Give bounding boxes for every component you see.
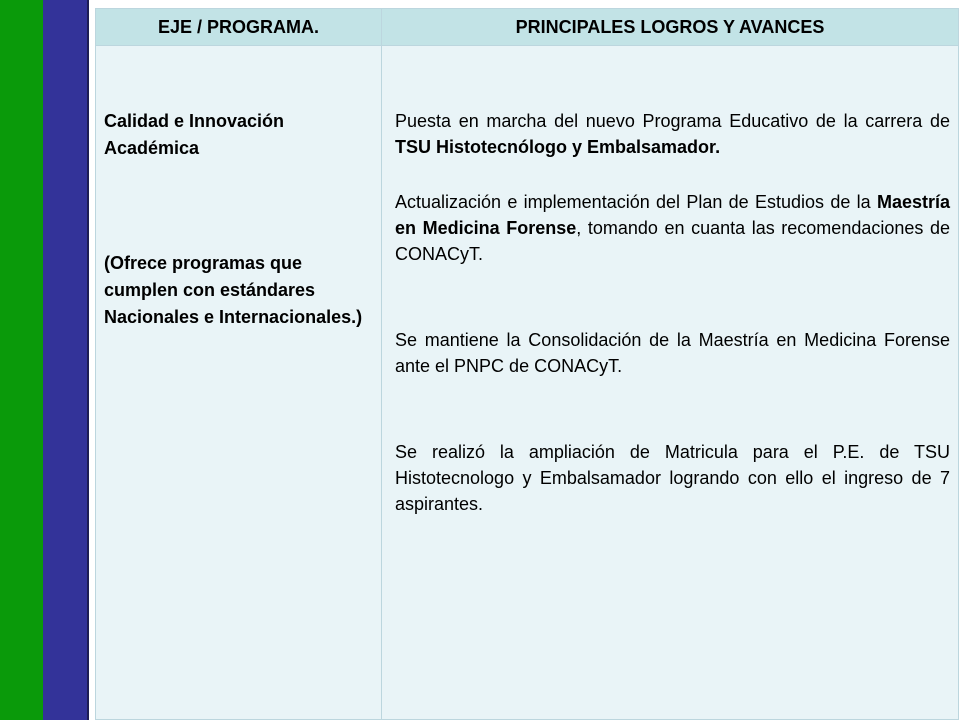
green-side-bar	[0, 0, 43, 720]
table-row	[96, 46, 959, 720]
logro-1-bold: TSU Histotecnólogo y Embalsamador.	[395, 137, 721, 157]
side-bar-divider	[87, 0, 89, 720]
logro-item-4: Se realizó la ampliación de Matricula para el P.E. de TSU Histotecnologo y Embalsamador logrando con ello el ingreso de 7 aspirantes.	[395, 442, 950, 514]
eje-subtitle: (Ofrece programas que cumplen con estándares Nacionales e Internacionales.)	[104, 253, 363, 327]
logro-item-3: Se mantiene la Consolidación de la Maestría en Medicina Forense ante el PNPC de CONACyT.	[395, 330, 950, 376]
logro-2-text: Actualización e implementación del Plan de Estudios de la	[395, 192, 877, 212]
logro-2-bold: Maestría en Medicina Forense	[395, 192, 950, 238]
header-eje-programa: EJE / PROGRAMA.	[96, 9, 382, 46]
achievements-table	[95, 8, 959, 720]
logros-cell	[382, 46, 959, 720]
header-logros-avances: PRINCIPALES LOGROS Y AVANCES	[382, 9, 959, 46]
blue-side-bar	[43, 0, 87, 720]
table-header-row	[96, 9, 959, 46]
eje-cell	[96, 46, 382, 720]
logro-item-1	[395, 108, 950, 160]
logro-1-text: Puesta en marcha del nuevo Programa Educativo de la carrera de	[395, 111, 950, 131]
eje-title: Calidad e Innovación Académica	[104, 111, 285, 158]
logro-2-tail: , tomando en cuanta las recomendaciones de CONACyT.	[395, 218, 950, 264]
logro-item-2	[395, 189, 950, 267]
